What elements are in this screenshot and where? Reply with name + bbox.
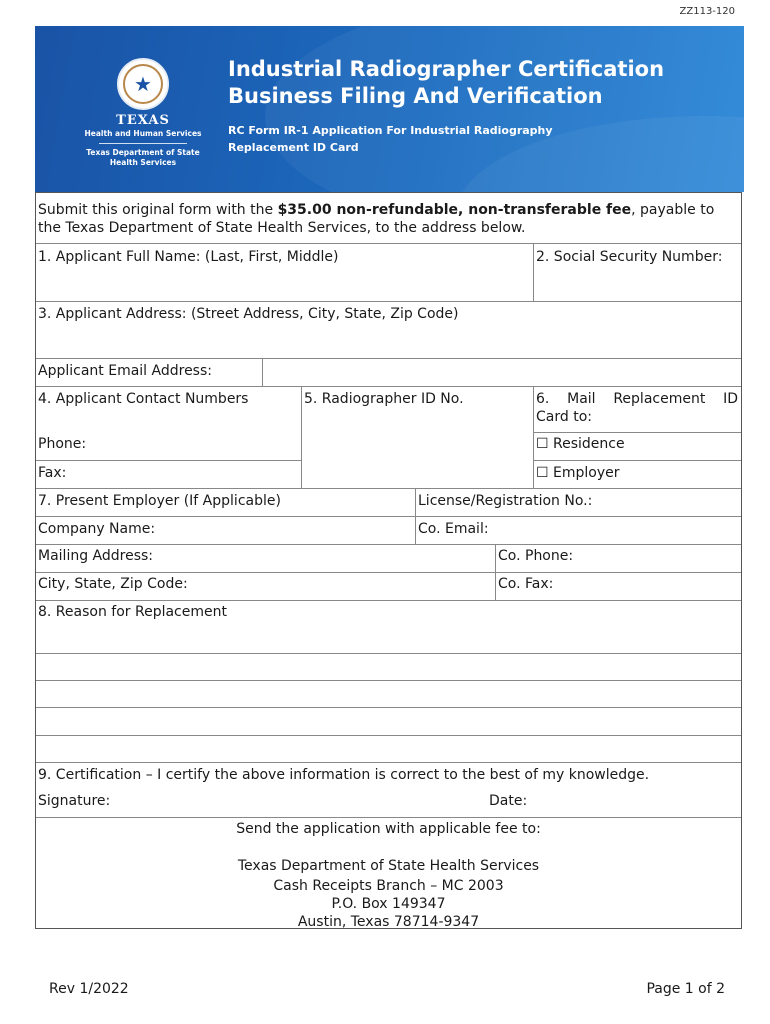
applicant-name-field[interactable]: 1. Applicant Full Name: (Last, First, Middle) xyxy=(38,249,339,265)
page-number: Page 1 of 2 xyxy=(646,981,725,997)
mailing-address-line4: Austin, Texas 78714-9347 xyxy=(297,914,480,930)
intro-text xyxy=(37,200,742,238)
mail-to-label-line2: Card to: xyxy=(536,409,592,425)
applicant-address-field[interactable]: 3. Applicant Address: (Street Address, City, State, Zip Code) xyxy=(38,306,459,322)
divider xyxy=(533,460,741,461)
employer-checkbox[interactable]: ☐ Employer xyxy=(536,465,620,481)
divider xyxy=(36,301,741,302)
ssn-field[interactable]: 2. Social Security Number: xyxy=(536,249,723,265)
divider xyxy=(36,572,741,573)
fax-field[interactable]: Fax: xyxy=(38,465,67,481)
email-input[interactable] xyxy=(264,361,740,385)
reason-line-2[interactable] xyxy=(37,681,740,707)
reason-line-4[interactable] xyxy=(37,736,740,761)
subtitle-line1: RC Form IR-1 Application For Industrial Radiography xyxy=(228,124,553,137)
divider xyxy=(36,488,741,489)
divider xyxy=(36,386,741,387)
date-field[interactable]: Date: xyxy=(489,793,528,809)
page-title xyxy=(228,56,664,110)
logo-hhs: Health and Human Services xyxy=(84,129,202,138)
divider xyxy=(36,762,741,763)
divider xyxy=(36,600,741,601)
form-id: ZZ113-120 xyxy=(679,6,735,17)
logo-dshs-line1: Texas Department of State xyxy=(86,148,200,157)
divider xyxy=(262,358,263,386)
revision-date: Rev 1/2022 xyxy=(49,981,129,997)
title-line1: Industrial Radiographer Certification xyxy=(228,57,665,81)
intro-suffix: , payable to the Texas Department of State Health Services, to the address below. xyxy=(38,202,715,236)
send-instructions: Send the application with applicable fee to: xyxy=(236,821,541,837)
license-field[interactable]: License/Registration No.: xyxy=(418,493,593,509)
radiographer-id-field[interactable]: 5. Radiographer ID No. xyxy=(304,391,464,407)
divider xyxy=(533,386,534,488)
divider xyxy=(36,544,741,545)
city-state-zip-field[interactable]: City, State, Zip Code: xyxy=(38,576,188,592)
signature-field[interactable]: Signature: xyxy=(38,793,111,809)
mailing-address-field[interactable]: Mailing Address: xyxy=(38,548,154,564)
mail-to-label-line1: 6. Mail Replacement ID xyxy=(536,391,738,407)
email-label: Applicant Email Address: xyxy=(38,363,212,379)
divider xyxy=(36,243,741,244)
divider xyxy=(533,243,534,301)
certification-statement: 9. Certification – I certify the above information is correct to the best of my knowledge. xyxy=(38,767,650,783)
residence-checkbox[interactable]: ☐ Residence xyxy=(536,436,625,452)
present-employer-field[interactable]: 7. Present Employer (If Applicable) xyxy=(38,493,281,509)
company-name-field[interactable]: Company Name: xyxy=(38,521,156,537)
company-fax-field[interactable]: Co. Fax: xyxy=(498,576,554,592)
star-icon: ★ xyxy=(123,64,163,104)
mailing-address-line2: Cash Receipts Branch – MC 2003 xyxy=(273,878,504,894)
company-phone-field[interactable]: Co. Phone: xyxy=(498,548,574,564)
divider xyxy=(36,516,741,517)
divider xyxy=(36,460,301,461)
reason-line-1[interactable] xyxy=(37,654,740,680)
divider xyxy=(36,358,741,359)
agency-logo xyxy=(83,58,203,168)
divider xyxy=(36,817,741,818)
subtitle-line2: Replacement ID Card xyxy=(228,141,359,154)
mailing-address-line1: Texas Department of State Health Services xyxy=(237,858,540,874)
mailing-address-line3: P.O. Box 149347 xyxy=(331,896,446,912)
logo-dshs-line2: Health Services xyxy=(109,158,177,167)
application-form xyxy=(35,192,742,929)
logo-texas: TEXAS xyxy=(116,113,170,128)
header-banner xyxy=(35,26,744,192)
page-subtitle xyxy=(228,122,553,156)
contact-numbers-label: 4. Applicant Contact Numbers xyxy=(38,391,249,407)
title-line2: Business Filing And Verification xyxy=(228,84,603,108)
logo-divider xyxy=(99,143,187,144)
company-email-field[interactable]: Co. Email: xyxy=(418,521,489,537)
texas-seal-icon xyxy=(117,58,169,110)
reason-line-3[interactable] xyxy=(37,708,740,735)
reason-field[interactable]: 8. Reason for Replacement xyxy=(38,604,227,620)
phone-field[interactable]: Phone: xyxy=(38,436,87,452)
divider xyxy=(301,386,302,488)
intro-fee: $35.00 non-refundable, non-transferable fee xyxy=(277,202,632,218)
divider xyxy=(533,432,741,433)
intro-prefix: Submit this original form with the xyxy=(38,202,278,218)
